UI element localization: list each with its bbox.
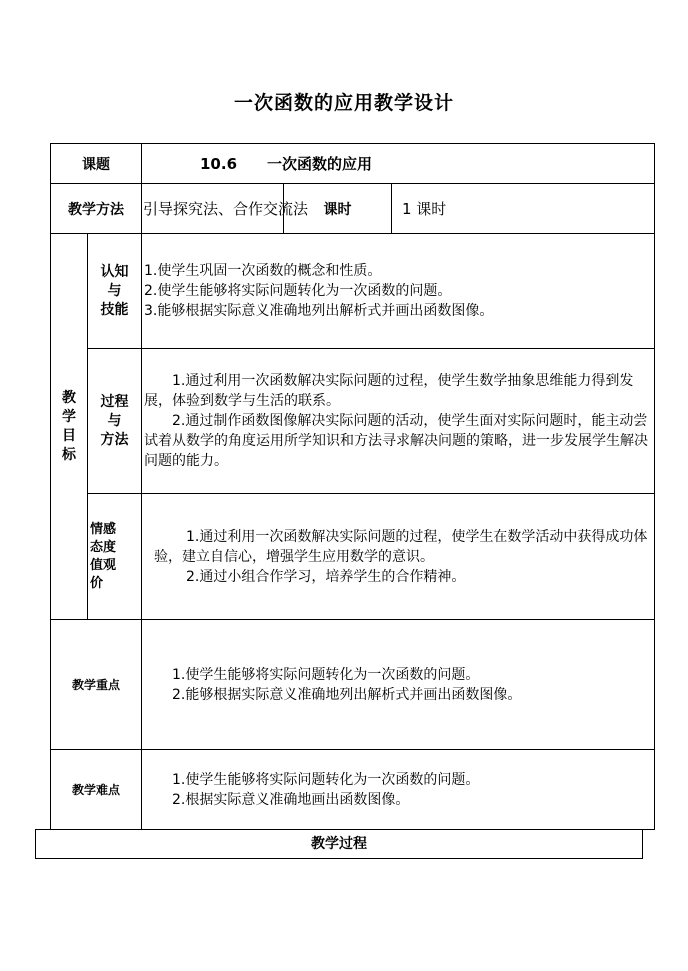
objectives-label-char: 学 [62,408,76,425]
process-label-line: 方法 [100,431,129,448]
knowledge-line: 1.使学生巩固一次函数的概念和性质。 [144,263,382,279]
row-emotion [51,494,655,620]
process-line: 2.通过制作函数图像解决实际问题的活动，使学生面对实际问题时，能主动尝试着从数学的角度运用所学知识和方法寻求解决问题的策略，进一步发展学生解决问题的能力。 [144,413,648,469]
difficulty-line: 1.使学生能够将实际问题转化为一次函数的问题。 [172,771,480,788]
period-label: 课时 [284,184,392,234]
emotion-label-line: 态度 [90,539,117,555]
knowledge-label-line: 与 [107,282,122,299]
objectives-label [51,234,88,620]
key-points-content [142,620,655,750]
emotion-content [142,494,655,620]
emotion-line: 1.通过利用一次函数解决实际问题的过程，使学生在数学活动中获得成功体验，建立自信心，增强学生应用数学的意识。 [154,528,648,565]
emotion-label-line: 情感 [90,521,117,537]
process-label-line: 与 [107,412,122,429]
objectives-label-char: 标 [62,446,76,463]
row-topic [51,144,655,184]
knowledge-line: 3.能够根据实际意义准确地列出解析式并画出函数图像。 [144,303,494,319]
difficulties-content [142,750,655,830]
document-title: 一次函数的应用教学设计 [233,92,454,114]
lesson-plan-table [50,143,655,830]
teaching-process-header: 教学过程 [35,829,643,859]
emotion-label [88,494,142,620]
method-label: 教学方法 [51,184,142,234]
row-knowledge [51,234,655,349]
row-difficulties [51,750,655,830]
emotion-label-line: 值观 [90,557,117,573]
knowledge-label-line: 认知 [100,263,129,280]
row-key-points [51,620,655,750]
key-point-line: 2.能够根据实际意义准确地列出解析式并画出函数图像。 [172,686,522,703]
process-label [88,349,142,494]
row-method [51,184,655,234]
key-point-line: 1.使学生能够将实际问题转化为一次函数的问题。 [172,666,480,683]
knowledge-content [142,234,655,349]
difficulties-label: 教学难点 [51,750,142,830]
emotion-line: 2.通过小组合作学习，培养学生的合作精神。 [186,568,466,585]
knowledge-label-line: 技能 [100,301,129,318]
objectives-label-char: 教 [62,389,76,406]
topic-label: 课题 [51,144,142,184]
method-value: 引导探究法、合作交流法 [142,184,284,234]
process-content [142,349,655,494]
period-value: 1 课时 [392,184,655,234]
knowledge-label [88,234,142,349]
difficulty-line: 2.根据实际意义准确地画出函数图像。 [172,791,410,808]
objectives-label-char: 目 [62,427,76,444]
process-line: 1.通过利用一次函数解决实际问题的过程，使学生数学抽象思维能力得到发展，体验到数学与生活的联系。 [144,373,634,409]
key-points-label: 教学重点 [51,620,142,750]
emotion-label-line: 价 [90,575,104,591]
process-label-line: 过程 [100,393,129,410]
topic-value: 10.6 一次函数的应用 [142,144,655,184]
row-process [51,349,655,494]
knowledge-line: 2.使学生能够将实际问题转化为一次函数的问题。 [144,283,452,299]
